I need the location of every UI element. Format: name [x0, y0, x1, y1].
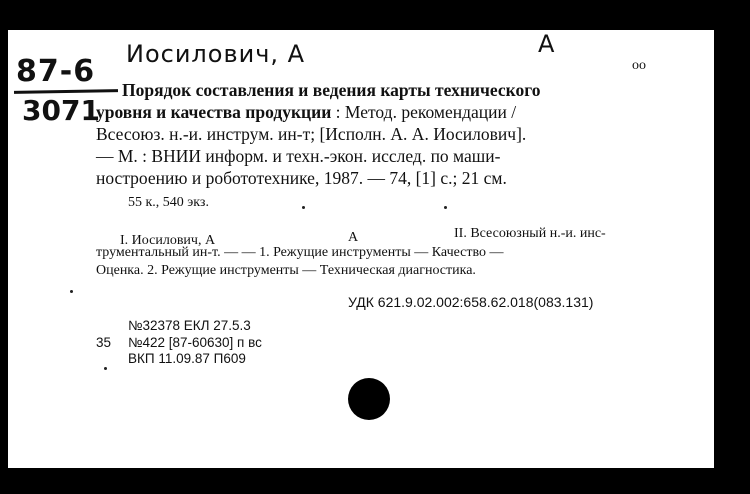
scan-speck	[302, 206, 305, 209]
catalog-card	[8, 30, 714, 468]
entry-line-2	[96, 102, 516, 123]
scan-speck	[444, 206, 447, 209]
footer-line-1: №32378 ЕКЛ 27.5.3	[128, 318, 251, 333]
call-number-bottom: 3071	[22, 94, 100, 127]
call-number-top: 87-6	[16, 54, 96, 89]
tracing-line-1c: II. Всесоюзный н.-и. инс-	[454, 226, 606, 241]
punch-hole	[348, 378, 390, 420]
entry-title-part-1: Порядок составления и ведения карты технического	[122, 80, 541, 100]
udc-code: УДК 621.9.02.002:658.62.018(083.131)	[348, 294, 594, 310]
entry-line-1	[122, 80, 540, 101]
footer-line-2: №422 [87-60630] п вс	[128, 335, 262, 350]
entry-subtitle: : Метод. рекомендации /	[331, 102, 517, 122]
entry-line-4: — М. : ВНИИ информ. и техн.-экон. исслед. по маши-	[96, 146, 501, 166]
scan-speck	[104, 367, 107, 370]
entry-title-part-2: уровня и качества продукции	[96, 102, 332, 122]
corner-mark: оо	[632, 58, 646, 73]
entry-line-3: Всесоюз. н.-и. инструм. ин-т; [Исполн. А. А. Иосилович].	[96, 124, 527, 144]
tracing-line-1b: А	[348, 230, 359, 245]
tracing-line-3: Оценка. 2. Режущие инструменты — Техническая диагностика.	[96, 263, 476, 278]
handwritten-author: Иосилович, А	[126, 40, 306, 68]
scan-speck	[70, 290, 73, 293]
footer-line-2-number: 35	[96, 335, 112, 350]
entry-line-5: ностроению и робототехнике, 1987. — 74, [1] с.; 21 см.	[96, 168, 507, 188]
tracing-line-2: трументальный ин-т. — — 1. Режущие инструменты — Качество —	[96, 245, 504, 260]
footer-line-3: ВКП 11.09.87 П609	[128, 351, 246, 366]
handwritten-letter-mark: А	[538, 30, 555, 58]
entry-price-print-run: 55 к., 540 экз.	[128, 195, 209, 210]
tracing-line-1a: I. Иосилович, А	[120, 233, 216, 248]
